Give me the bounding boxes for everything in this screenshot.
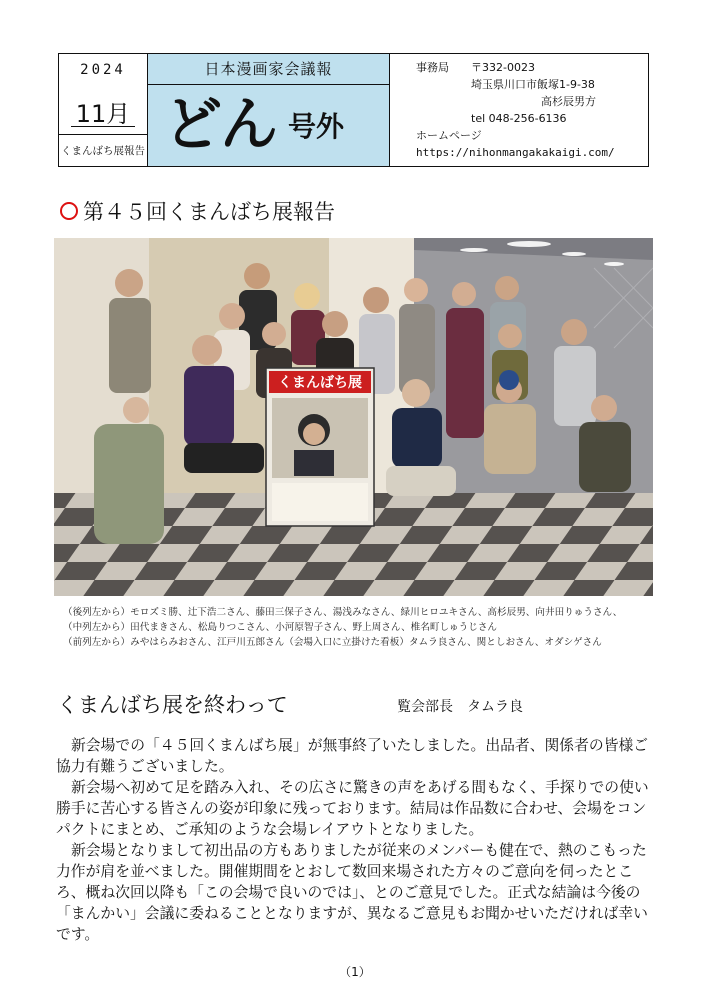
article-byline: 覧会部長 タムラ良 bbox=[397, 699, 523, 715]
divider bbox=[389, 54, 390, 166]
issue-month: 11月 bbox=[75, 100, 131, 128]
article-paragraph: 新会場へ初めて足を踏み入れ、その広さに驚きの声をあげる間もなく、手探りでの使い勝手に苦心する皆さんの姿が印象に残っております。結局は作品数に合わせ、会場をコンパクトにまとめ、ご承知のような会場レイアウトとなりました。 bbox=[56, 779, 649, 838]
circle-icon bbox=[60, 202, 78, 220]
article-title: くまんばち展を終わって bbox=[57, 693, 288, 717]
page-number: （1） bbox=[339, 965, 371, 979]
office-person: 高杉辰男方 bbox=[541, 95, 596, 108]
office-address: 埼玉県川口市飯塚1-9-38 bbox=[471, 78, 595, 91]
homepage-label: ホームページ bbox=[416, 129, 482, 142]
caption-line: （中列左から）田代まきさん、松島りつこさん、小河原智子さん、野上周さん、椎名町しゅうじさん bbox=[63, 622, 498, 633]
section-heading-text: 第４５回くまんばち展報告 bbox=[83, 200, 335, 224]
newsletter-header bbox=[58, 53, 649, 167]
association-name: 日本漫画家会議報 bbox=[148, 54, 389, 85]
caption-line: （前列左から）みやはらみおさん、江戸川五郎さん（会場入口に立掛けた看板）タムラ良さん、関としおさん、オダシゲさん bbox=[63, 637, 602, 648]
masthead bbox=[148, 85, 389, 166]
article-paragraph: 新会場での「４５回くまんばち展」が無事終了いたしました。出品者、関係者の皆様ご協力有難うございました。 bbox=[56, 737, 649, 775]
article-paragraph: 新会場となりまして初出品の方もありましたが従来のメンバーも健在で、熱のこもった力作が肩を並べました。開催期間をとおして数回来場された方々のご意向を伺ったところ、概ね次回以降も「この会場で良いのでは」、とのご意見でした。正式な結論は今後の「まんかい」会議に委ねることとなりますが、異なるご意見もお聞かせいただければ幸いです。 bbox=[56, 842, 648, 943]
issue-tag: くまんばち展報告 bbox=[59, 134, 147, 168]
group-photo bbox=[54, 238, 653, 596]
section-heading bbox=[60, 196, 335, 226]
office-tel: tel 048-256-6136 bbox=[471, 112, 567, 125]
homepage-link[interactable]: https://nihonmangakakaigi.com/ bbox=[416, 146, 615, 159]
caption-line: （後列左から）モロズミ勝、辻下浩二さん、藤田三保子さん、湯浅みなさん、緑川ヒロユキさん、高杉辰男、向井田りゅうさん、 bbox=[63, 607, 623, 618]
poster-title: くまんばち展 bbox=[278, 375, 362, 391]
photo-caption bbox=[63, 605, 622, 650]
masthead-extra-label: 号外 bbox=[288, 110, 345, 143]
office-label: 事務局 bbox=[416, 61, 449, 74]
divider bbox=[71, 126, 135, 127]
office-postal: 〒332-0023 bbox=[471, 61, 535, 74]
masthead-title: どん bbox=[164, 90, 277, 158]
group-photo-illustration bbox=[54, 238, 653, 596]
article-body bbox=[56, 735, 656, 945]
issue-year: 2024 bbox=[80, 62, 126, 78]
